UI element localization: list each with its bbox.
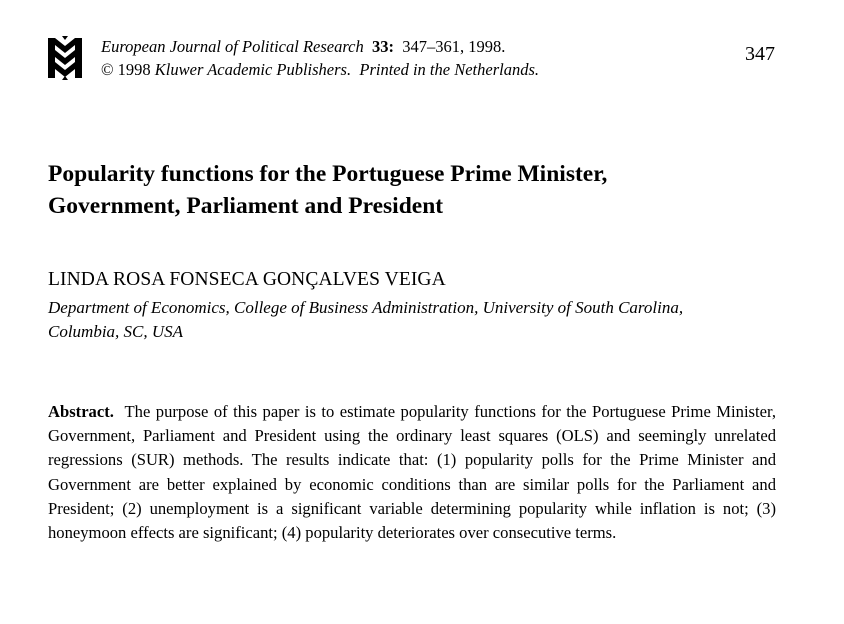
abstract-text: The purpose of this paper is to estimate popularity functions for the Portuguese Prime Minister, Government, Parliament and President using the ordinary least squares (OLS) and seemingly unrelated regressions (SUR) methods. The results indicate that: (1) popularity polls for the Prime Minister and Government are better explained by economic conditions than are similar polls for the Parliament and President; (2) unemployment is a significant variable determining popularity while inflation is not; (3) honeymoon effects are significant; (4) popularity deteriorates over consecutive terms. [48,402,776,543]
abstract [48,400,776,545]
abstract-label: Abstract. [48,402,114,421]
publisher-name: Kluwer Academic Publishers. [154,60,352,79]
journal-citation-line2 [101,58,539,81]
copyright-symbol: © [101,60,114,79]
affiliation-line1: Department of Economics, College of Business Administration, University of South Carolina, [48,298,684,317]
article-title-line1: Popularity functions for the Portuguese Prime Minister, [48,161,608,187]
article-title-line2: Government, Parliament and President [48,193,444,219]
author-affiliation [48,296,778,344]
publisher-logo-icon [48,36,82,80]
journal-name: European Journal of Political Research [101,37,364,56]
journal-citation-line1 [101,35,539,58]
page-number: 347 [745,43,775,65]
journal-citation [101,35,539,81]
printed-location: Printed in the Netherlands. [359,60,540,79]
author-name: LINDA ROSA FONSECA GONÇALVES VEIGA [48,269,446,290]
journal-volume: 33: [371,37,394,56]
journal-pages-year: 347–361, 1998. [402,37,506,56]
affiliation-line2: Columbia, SC, USA [48,322,184,341]
copyright-year: 1998 [117,60,151,79]
article-title [48,158,788,222]
